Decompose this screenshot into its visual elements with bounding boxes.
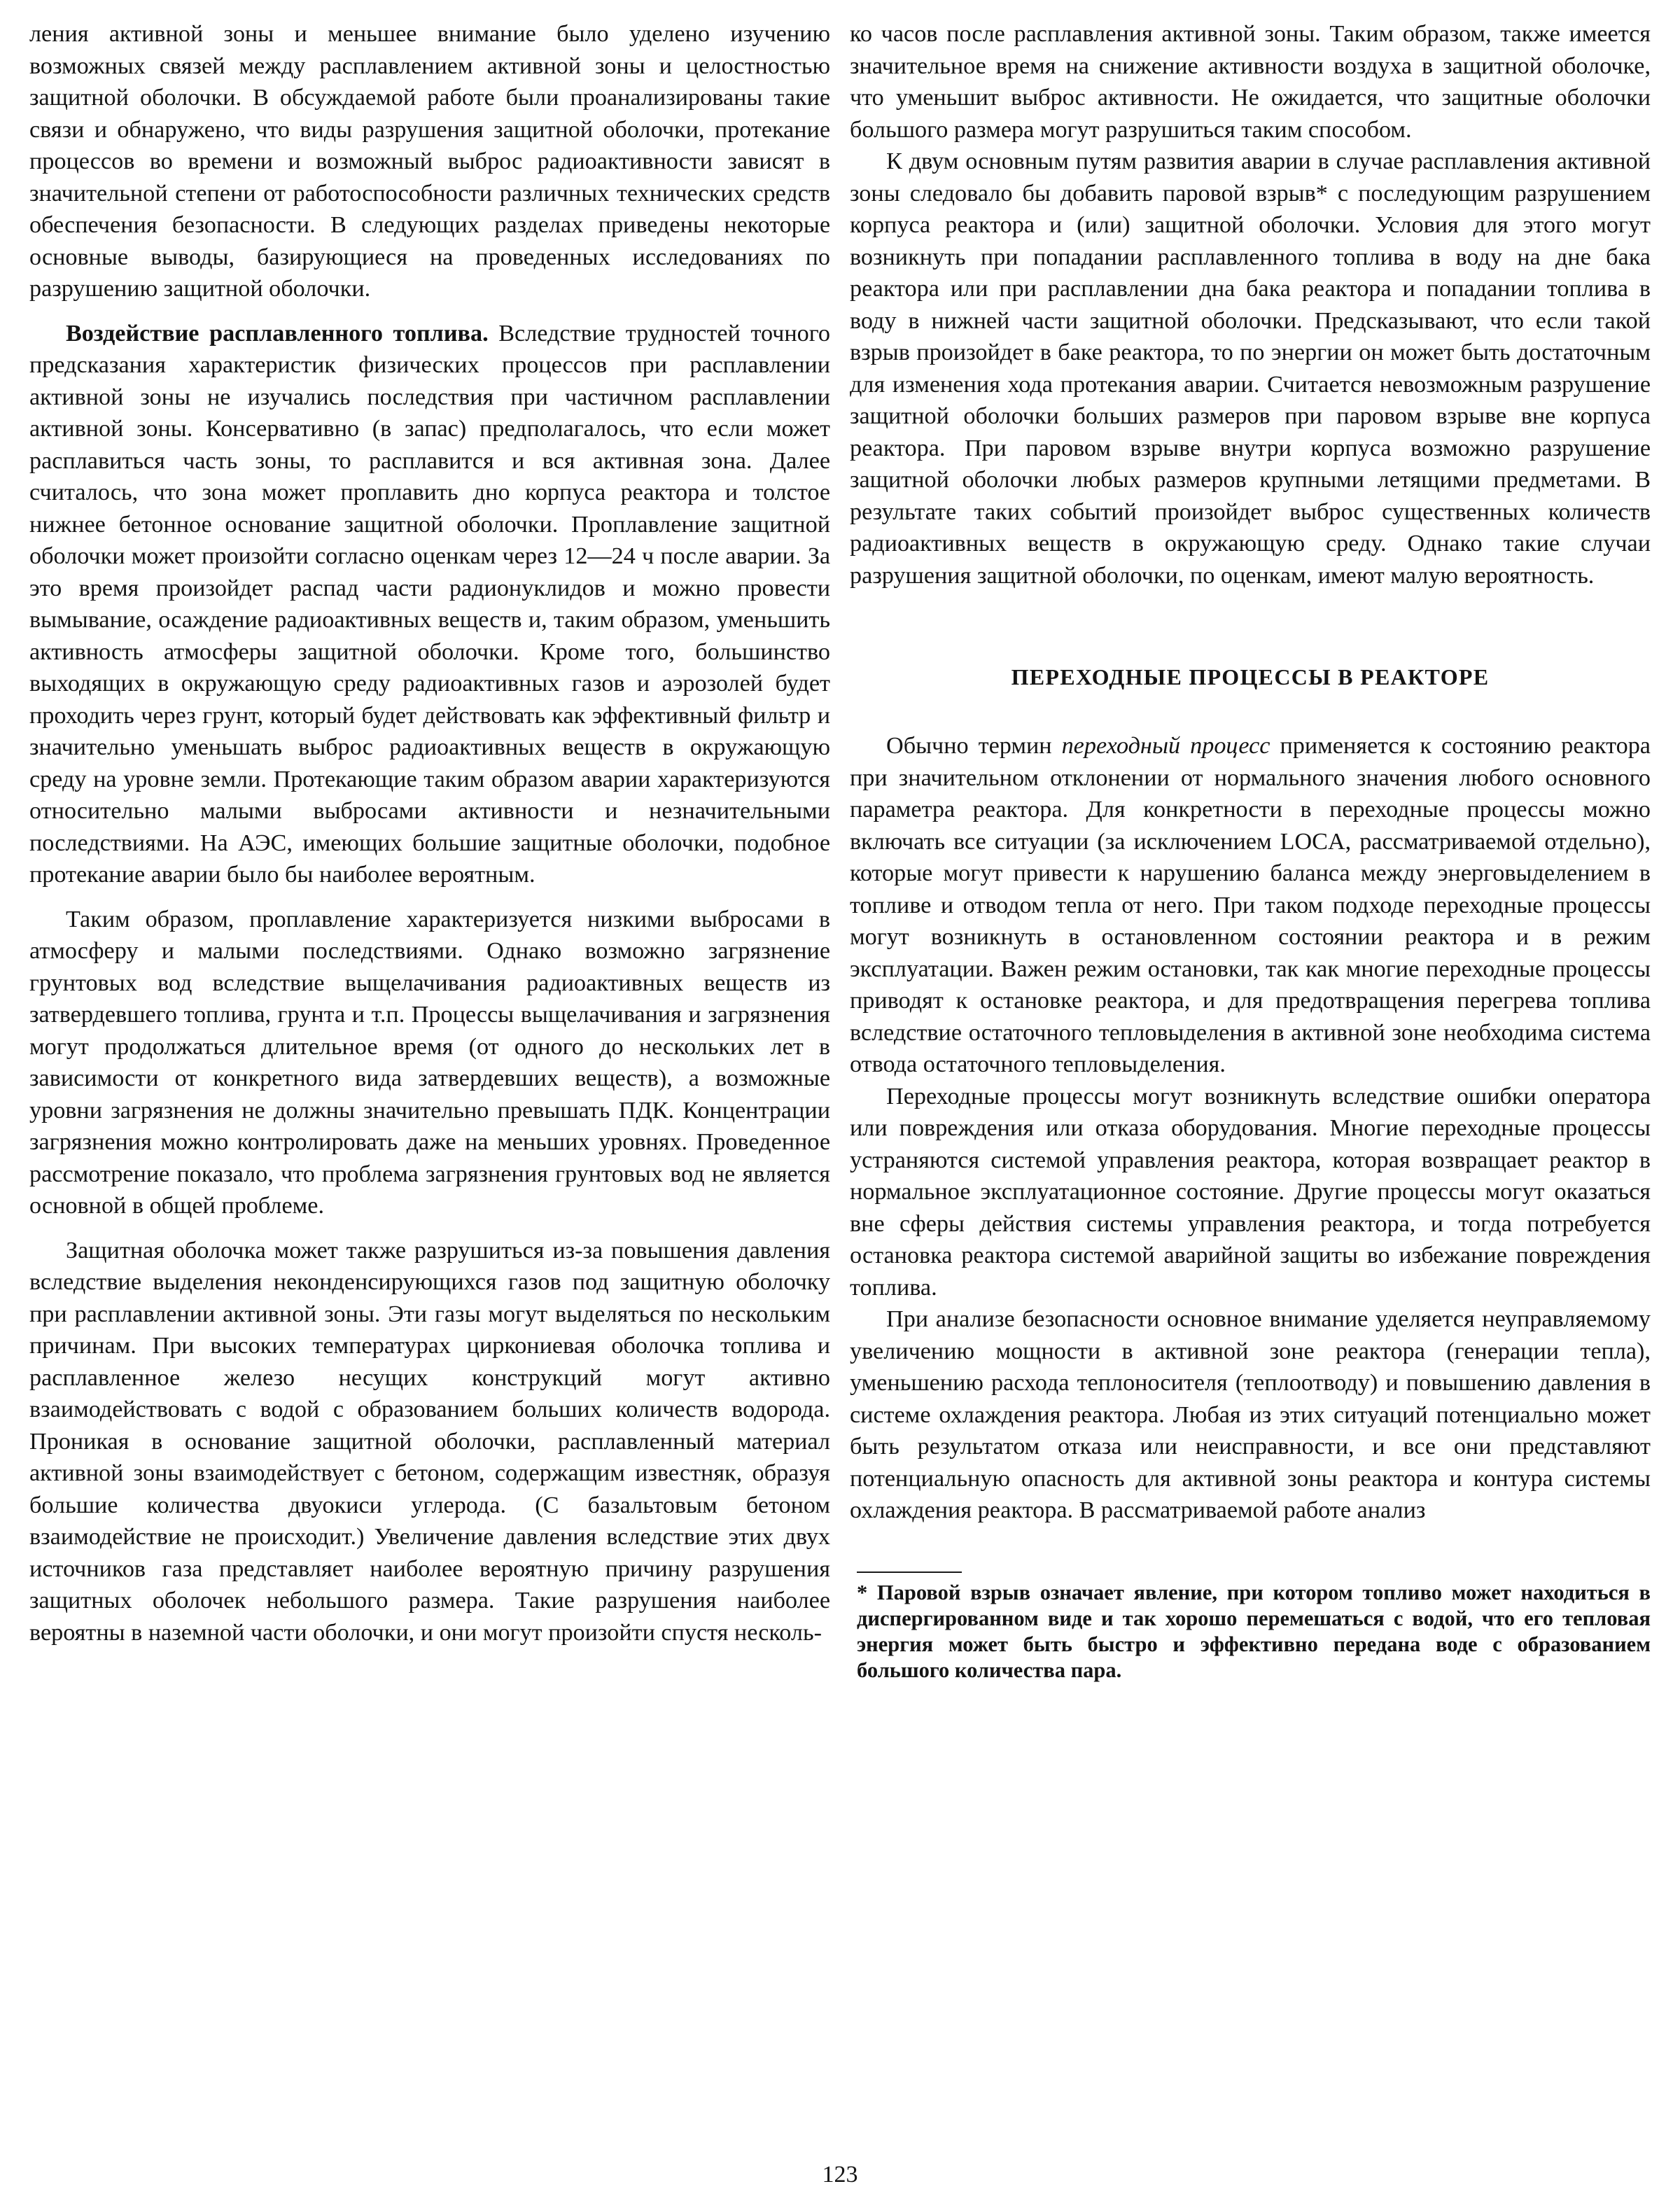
paragraph: Переходные процессы могут возникнуть вследствие ошибки оператора или повреждения или отказа оборудования. Многие переходные процессы устраняются системой управления реактора, которая возвращает реактор в нормальное эксплуатационное состояние. Другие процессы могут оказаться вне сферы действия системы управления реактора, и тогда потребуется остановка реактора системой аварийной защиты во избежание повреждения топлива.: [850, 1083, 1651, 1301]
paragraph: Защитная оболочка может также разрушиться из-за повышения давления вследствие выделения неконденсирующихся газов под защитную оболочку при расплавлении активной зоны. Эти газы могут выделяться по нескольким причинам. При высоких температурах циркониевая оболочка топлива и расплавленное железо несущих конструкций могут активно взаимодействовать с водой с образованием больших количеств водорода. Проникая в основание защитной оболочки, расплавленный материал активной зоны взаимодействует с бетоном, содержащим известняк, образуя большие количества двуокиси углерода. (С базальтовым бетоном взаимодействие не происходит.) Увеличение давления вследствие этих двух источников газа представляет наиболее вероятную причину разрушения защитных оболочек небольшого размера. Такие разрушения наиболее вероятны в наземной части оболочки, и они могут произойти спустя несколь-: [29, 1237, 830, 1646]
footnote-rule: [857, 1572, 962, 1573]
paragraph: К двум основным путям развития аварии в случае расплавления активной зоны следовало бы добавить паровой взрыв* с последующим разрушением корпуса реактора и (или) защитной оболочки. Условия для этого могут возникнуть при попадании расплавленного топлива в воду на дне бака реактора или при расплавлении дна бака реактора и попадании топлива в воду в нижней части защитной оболочки. Предсказывают, что если такой взрыв произойдет в баке реактора, то по энергии он может быть достаточным для изменения хода протекания аварии. Считается невозможным разрушение защитной оболочки больших размеров при паровом взрыве вне корпуса реактора. При паровом взрыве внутри корпуса возможно разрушение защитной оболочки любых размеров крупными летящими предметами. В результате таких событий произойдет выброс существенных количеств радиоактивных веществ в окружающую среду. Однако такие случаи разрушения защитной оболочки, по оценкам, имеют малую вероятность.: [850, 148, 1651, 589]
paragraph-transients: [850, 730, 1651, 1081]
paragraph: Таким образом, проплавление характеризуется низкими выбросами в атмосферу и малыми последствиями. Однако возможно загрязнение грунтовых вод вследствие выщелачивания радиоактивных веществ из затвердевшего топлива, грунта и т.п. Процессы выщелачивания и загрязнения могут продолжаться длительное время (от одного до нескольких лет в зависимости от конкретного вида затвердевших веществ), а возможные уровни загрязнения не должны значительно превышать ПДК. Концентрации загрязнения можно контролировать даже на меньших уровнях. Проведенное рассмотрение показало, что проблема загрязнения грунтовых вод не является основной в общей проблеме.: [29, 906, 830, 1219]
paragraph-lead-heading: Воздействие расплавленного топлива.: [66, 320, 489, 346]
paragraph: ления активной зоны и меньшее внимание было уделено изучению возможных связей между расплавлением активной зоны и целостностью защитной оболочки. В обсуждаемой работе были проанализированы такие связи и обнаружено, что виды разрушения защитной оболочки, протекание процессов во времени и возможный выброс радиоактивности зависят в значительной степени от работоспособности различных технических средств обеспечения безопасности. В следующих разделах приведены некоторые основные выводы, базирующиеся на проведенных исследованиях по разрушению защитной оболочки.: [29, 21, 830, 302]
paragraph-text: применяется к состоянию реактора при значительном отклонении от нормального значения любого основного параметра реактора. Для конкретности в переходные процессы можно включать все ситуации (за исключением LOCA, рассматриваемой отдельно), которые могут привести к нарушению баланса между энерговыделением в топливе и отводом тепла от него. При таком подходе переходные процессы могут возникнуть в остановленном состоянии реактора и в режим эксплуатации. Важен режим остановки, так как многие переходные процессы приводят к остановке реактора, и для предотвращения перегрева топлива вследствие остаточного тепловыделения в активной зоне необходима система отвода остаточного тепловыделения.: [850, 733, 1651, 1077]
section-heading: ПЕРЕХОДНЫЕ ПРОЦЕССЫ В РЕАКТОРЕ: [1011, 664, 1490, 690]
paragraph-molten-fuel: [29, 318, 830, 891]
page-number: 123: [822, 2162, 858, 2188]
right-column: [850, 18, 1651, 1684]
paragraph: При анализе безопасности основное внимание уделяется неуправляемому увеличению мощности в активной зоне реактора (генерации тепла), уменьшению расхода теплоносителя (теплоотводу) и повышению давления в системе охлаждения реактора. Любая из этих ситуаций потенциально может быть результатом отказа или неисправности, и все они представляют потенциальную опасность для активной зоны реактора и контура системы охлаждения реактора. В рассматриваемой работе анализ: [850, 1306, 1651, 1523]
left-column: [29, 18, 830, 1648]
italic-term: переходный процесс: [1061, 733, 1270, 759]
paragraph: ко часов после расплавления активной зоны. Таким образом, также имеется значительное время на снижение активности воздуха в защитной оболочке, что уменьшит выброс активности. Не ожидается, что защитные оболочки большого размера могут разрушиться таким способом.: [850, 21, 1651, 143]
footnote: * Паровой взрыв означает явление, при котором топливо может находиться в диспергированном виде и так хорошо перемешаться с водой, что его тепловая энергия может быть быстро и эффективно передана воде с образованием большого количества пара.: [857, 1580, 1651, 1682]
paragraph-body: Вследствие трудностей точного предсказания характеристик физических процессов при расплавлении активной зоны не изучались последствия при частичном расплавлении активной зоны. Консервативно (в запас) предполагалось, что если может расплавиться часть зоны, то расплавится и вся активная зона. Далее считалось, что зона может проплавить дно корпуса реактора и толстое нижнее бетонное основание защитной оболочки. Проплавление защитной оболочки может произойти согласно оценкам через 12—24 ч после аварии. За это время произойдет распад части радионуклидов и можно провести вымывание, осаждение радиоактивных веществ и, таким образом, уменьшить активность атмосферы защитной оболочки. Кроме того, большинство выходящих в окружающую среду радиоактивных газов и аэрозолей будет проходить через грунт, который будет действовать как эффективный фильтр и значительно уменьшать выброс радиоактивных веществ в окружающую среду на уровне земли. Протекающие таким образом аварии характеризуются относительно малыми выбросами активности и незначительными последствиями. На АЭС, имеющих большие защитные оболочки, подобное протекание аварии было бы наиболее вероятным.: [29, 320, 830, 888]
paragraph-text: Обычно термин: [886, 733, 1062, 759]
